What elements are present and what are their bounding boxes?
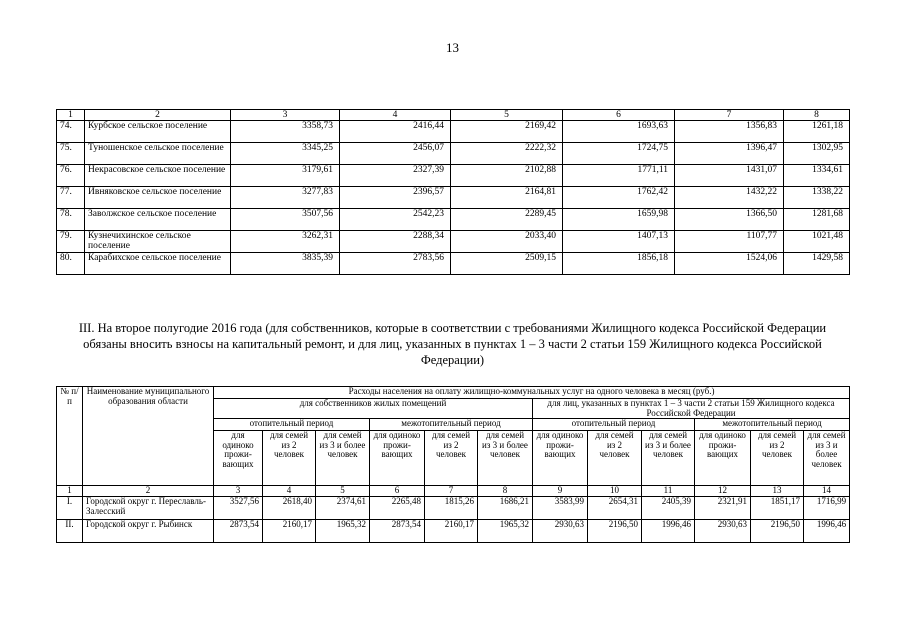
value-cell: 2288,34 — [340, 231, 451, 253]
column-number: 3 — [214, 486, 263, 497]
value-cell: 2033,40 — [451, 231, 563, 253]
value-cell: 2930,63 — [533, 520, 588, 543]
expenses-header: Расходы населения на оплату жилищно-коммунальных услуг на одного человека в месяц (руб.) — [214, 387, 850, 399]
column-number: 4 — [340, 110, 451, 121]
owners-group-header: для собственников жилых помещений — [214, 399, 533, 419]
table-row — [57, 497, 850, 520]
value-cell: 1431,07 — [675, 165, 784, 187]
value-cell: 1524,06 — [675, 253, 784, 275]
column-numbering-row — [57, 486, 850, 497]
value-cell: 1965,32 — [478, 520, 533, 543]
name-column-header: Наименование муниципального образования области — [83, 387, 214, 486]
column-number: 4 — [263, 486, 316, 497]
non-heating-period-header: межотопительный период — [695, 419, 850, 431]
value-cell: 1996,46 — [642, 520, 695, 543]
value-cell: 1815,26 — [425, 497, 478, 520]
value-cell: 2654,31 — [588, 497, 642, 520]
value-cell: 2873,54 — [214, 520, 263, 543]
column-number: 7 — [675, 110, 784, 121]
value-cell: 3262,31 — [231, 231, 340, 253]
value-cell: 1021,48 — [784, 231, 850, 253]
household-type-header: для семей из 3 и более человек — [478, 431, 533, 486]
value-cell: 1856,18 — [563, 253, 675, 275]
row-number: 78. — [57, 209, 85, 231]
value-cell: 3527,56 — [214, 497, 263, 520]
value-cell: 2196,50 — [588, 520, 642, 543]
settlement-name: Некрасовское сельское поселение — [85, 165, 231, 187]
row-number: I. — [57, 497, 83, 520]
value-cell: 3179,61 — [231, 165, 340, 187]
value-cell: 3345,25 — [231, 143, 340, 165]
value-cell: 2930,63 — [695, 520, 751, 543]
column-number: 13 — [751, 486, 804, 497]
column-number: 3 — [231, 110, 340, 121]
column-number: 10 — [588, 486, 642, 497]
column-number: 8 — [478, 486, 533, 497]
value-cell: 1659,98 — [563, 209, 675, 231]
table-row — [57, 520, 850, 543]
value-cell: 1338,22 — [784, 187, 850, 209]
household-type-header: для семей из 2 человек — [751, 431, 804, 486]
value-cell: 1429,58 — [784, 253, 850, 275]
value-cell: 2222,32 — [451, 143, 563, 165]
column-number: 1 — [57, 110, 85, 121]
value-cell: 1432,22 — [675, 187, 784, 209]
value-cell: 1107,77 — [675, 231, 784, 253]
value-cell: 2618,40 — [263, 497, 316, 520]
value-cell: 2160,17 — [263, 520, 316, 543]
section-title: III. На второе полугодие 2016 года (для собственников, которые в соответствии с требованиями Жилищного кодекса Российской Федерации обязаны вносить взносы на капитальный ремонт, и для лиц, указанных в пунктах 1 – 3 части 2 статьи 159 Жилищного кодекса Российской Федерации) — [78, 321, 827, 367]
household-type-header: для одиноко прожи-вающих — [533, 431, 588, 486]
row-number: 76. — [57, 165, 85, 187]
value-cell: 3507,56 — [231, 209, 340, 231]
value-cell: 3583,99 — [533, 497, 588, 520]
value-cell: 2169,42 — [451, 121, 563, 143]
column-number: 8 — [784, 110, 850, 121]
household-type-header: для одиноко прожи-вающих — [214, 431, 263, 486]
value-cell: 2327,39 — [340, 165, 451, 187]
value-cell: 3835,39 — [231, 253, 340, 275]
household-type-header: для семей из 2 человек — [425, 431, 478, 486]
settlement-name: Туношенское сельское поселение — [85, 143, 231, 165]
value-cell: 1366,50 — [675, 209, 784, 231]
row-number: 75. — [57, 143, 85, 165]
value-cell: 2456,07 — [340, 143, 451, 165]
value-cell: 1356,83 — [675, 121, 784, 143]
column-number: 14 — [804, 486, 850, 497]
value-cell: 1851,17 — [751, 497, 804, 520]
value-cell: 1396,47 — [675, 143, 784, 165]
value-cell: 2160,17 — [425, 520, 478, 543]
table-row — [57, 231, 850, 253]
row-number: 80. — [57, 253, 85, 275]
table-row — [57, 209, 850, 231]
expenses-table — [56, 386, 850, 543]
column-numbering-row — [57, 110, 850, 121]
column-number: 1 — [57, 486, 83, 497]
value-cell: 1334,61 — [784, 165, 850, 187]
value-cell: 3277,83 — [231, 187, 340, 209]
number-column-header: № п/п — [57, 387, 83, 486]
municipality-name: Городской округ г. Рыбинск — [83, 520, 214, 543]
household-type-header: для семей из 3 и более человек — [316, 431, 370, 486]
column-number: 11 — [642, 486, 695, 497]
value-cell: 2289,45 — [451, 209, 563, 231]
value-cell: 2542,23 — [340, 209, 451, 231]
value-cell: 1281,68 — [784, 209, 850, 231]
household-type-header: для семей из 2 человек — [588, 431, 642, 486]
value-cell: 2265,48 — [370, 497, 425, 520]
household-type-header: для одиноко прожи-вающих — [370, 431, 425, 486]
settlement-name: Кузнечихинское сельское поселение — [85, 231, 231, 253]
column-number: 7 — [425, 486, 478, 497]
table-row — [57, 253, 850, 275]
settlement-name: Карабихское сельское поселение — [85, 253, 231, 275]
municipality-name: Городской округ г. Переславль-Залесский — [83, 497, 214, 520]
value-cell: 1724,75 — [563, 143, 675, 165]
table-row — [57, 121, 850, 143]
value-cell: 3358,73 — [231, 121, 340, 143]
value-cell: 2509,15 — [451, 253, 563, 275]
table-row — [57, 187, 850, 209]
value-cell: 1407,13 — [563, 231, 675, 253]
value-cell: 1261,18 — [784, 121, 850, 143]
settlement-name: Заволжское сельское поселение — [85, 209, 231, 231]
table-row — [57, 143, 850, 165]
household-type-header: для одиноко прожи-вающих — [695, 431, 751, 486]
column-number: 2 — [83, 486, 214, 497]
value-cell: 1771,11 — [563, 165, 675, 187]
value-cell: 2405,39 — [642, 497, 695, 520]
column-number: 9 — [533, 486, 588, 497]
heating-period-header: отопительный период — [214, 419, 370, 431]
value-cell: 2396,57 — [340, 187, 451, 209]
value-cell: 1302,95 — [784, 143, 850, 165]
column-number: 5 — [316, 486, 370, 497]
settlements-table — [56, 109, 850, 275]
row-number: 79. — [57, 231, 85, 253]
value-cell: 2321,91 — [695, 497, 751, 520]
heating-period-header: отопительный период — [533, 419, 695, 431]
value-cell: 2416,44 — [340, 121, 451, 143]
column-number: 6 — [563, 110, 675, 121]
row-number: II. — [57, 520, 83, 543]
value-cell: 1716,99 — [804, 497, 850, 520]
value-cell: 1686,21 — [478, 497, 533, 520]
table-row — [57, 165, 850, 187]
row-number: 77. — [57, 187, 85, 209]
household-type-header: для семей из 3 и более человек — [642, 431, 695, 486]
page-number: 13 — [446, 40, 459, 55]
settlement-name: Курбское сельское поселение — [85, 121, 231, 143]
household-type-header: для семей из 3 и более человек — [804, 431, 850, 486]
persons-group-header: для лиц, указанных в пунктах 1 – 3 части 2 статьи 159 Жилищного кодекса Российской Федерации — [533, 399, 850, 419]
value-cell: 1965,32 — [316, 520, 370, 543]
value-cell: 1762,42 — [563, 187, 675, 209]
column-number: 6 — [370, 486, 425, 497]
value-cell: 2873,54 — [370, 520, 425, 543]
household-type-header: для семей из 2 человек — [263, 431, 316, 486]
value-cell: 1996,46 — [804, 520, 850, 543]
non-heating-period-header: межотопительный период — [370, 419, 533, 431]
value-cell: 2102,88 — [451, 165, 563, 187]
value-cell: 2196,50 — [751, 520, 804, 543]
settlement-name: Ивняковское сельское поселение — [85, 187, 231, 209]
value-cell: 1693,63 — [563, 121, 675, 143]
column-number: 2 — [85, 110, 231, 121]
column-number: 5 — [451, 110, 563, 121]
column-number: 12 — [695, 486, 751, 497]
value-cell: 2783,56 — [340, 253, 451, 275]
row-number: 74. — [57, 121, 85, 143]
value-cell: 2164,81 — [451, 187, 563, 209]
value-cell: 2374,61 — [316, 497, 370, 520]
